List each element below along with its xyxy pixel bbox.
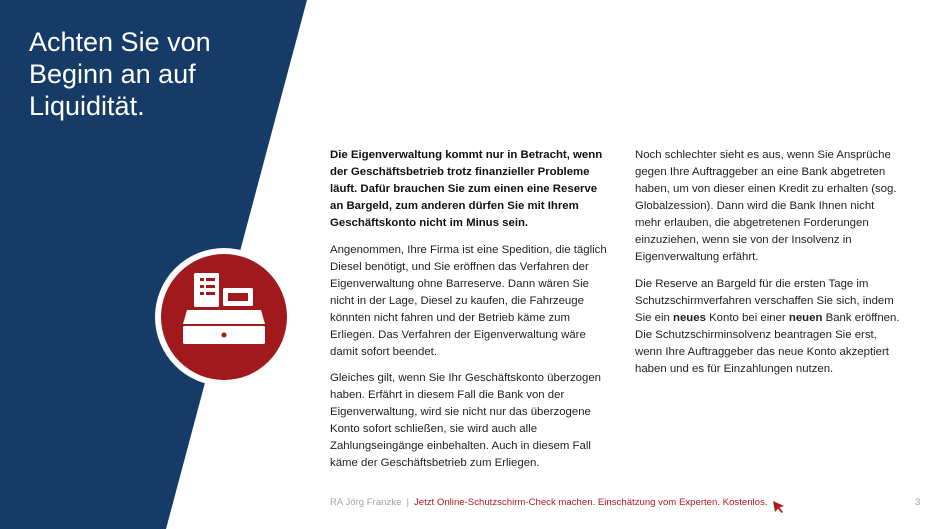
pointer-cursor-icon bbox=[772, 500, 786, 514]
globalzession-paragraph: Noch schlechter sieht es aus, wenn Sie Ansprüche gegen Ihre Auftraggeber an eine Bank abgetreten haben, um von dieser einen Kredit zu erhalten (sog. Globalzession). Dann wird die Bank Ihnen nicht mehr erlauben, die abgetretenen Forderungen einzuziehen, wenn sie von der Insolvenz in Eigenverwaltung erfährt. bbox=[635, 149, 897, 263]
footer-author: RA Jörg Franzke bbox=[330, 497, 402, 508]
cash-reserve-text-start: Die Reserve an Bargeld für die ersten Tage im Schutzschirmverfahren verschaffen Sie sich, indem Sie ein bbox=[635, 277, 894, 324]
right-text-column bbox=[635, 147, 903, 387]
footer-separator: | bbox=[406, 497, 409, 508]
spedition-paragraph: Angenommen, Ihre Firma ist eine Spedition, die täglich Diesel benötigt, und Sie eröffnen das Verfahren der Eigenverwaltung ohne Barreserve. Dann wären Sie nicht in der Lage, Diesel zu kaufen, die Fahrzeuge könnten nicht fahren und der Betrieb käme zum Erliegen. Das Verfahren der Eigenverwaltung wäre damit sofort beendet. bbox=[330, 243, 607, 358]
cash-reserve-text-end: Bank eröffnen. Die Schutzschirminsolvenz beantragen Sie erst, wenn Ihre Auftraggeber das neue Konto akzeptiert haben und es für Einzahlungen nutzen. bbox=[635, 311, 900, 375]
lead-paragraph: Die Eigenverwaltung kommt nur in Betracht, wenn der Geschäftsbetrieb trotz finanzieller Probleme läuft. Dafür brauchen Sie zum einen eine Reserve an Bargeld, zum anderen dürfen Sie mit Ihrem Geschäftskonto nicht im Minus sein. bbox=[330, 149, 603, 229]
cash-reserve-paragraph bbox=[635, 276, 903, 378]
cash-register-icon bbox=[153, 246, 295, 388]
schutzschirm-check-link[interactable]: Jetzt Online-Schutzschirm-Check machen. Einschätzung vom Experten. Kostenlos. bbox=[413, 497, 768, 508]
cash-reserve-text-mid: Konto bei einer bbox=[705, 311, 789, 324]
emphasis-new-bank: neuen bbox=[788, 311, 823, 324]
emphasis-new-account: neues bbox=[673, 311, 706, 324]
left-text-column bbox=[330, 147, 610, 482]
page-number: 3 bbox=[915, 497, 921, 508]
overdraft-paragraph: Gleiches gilt, wenn Sie Ihr Geschäftskonto überzogen haben. Erfährt in diesem Fall die Bank von der Eigenverwaltung, wird sie nicht nur das überzogene Konto sofort schließen, sie wird auch alle Zahlungseingänge einbehalten. Auch in diesem Fall käme der Geschäftsbetrieb zum Erliegen. bbox=[330, 372, 601, 469]
slide-title: Achten Sie von Beginn an auf Liquidität. bbox=[29, 27, 211, 121]
footer bbox=[330, 497, 767, 508]
